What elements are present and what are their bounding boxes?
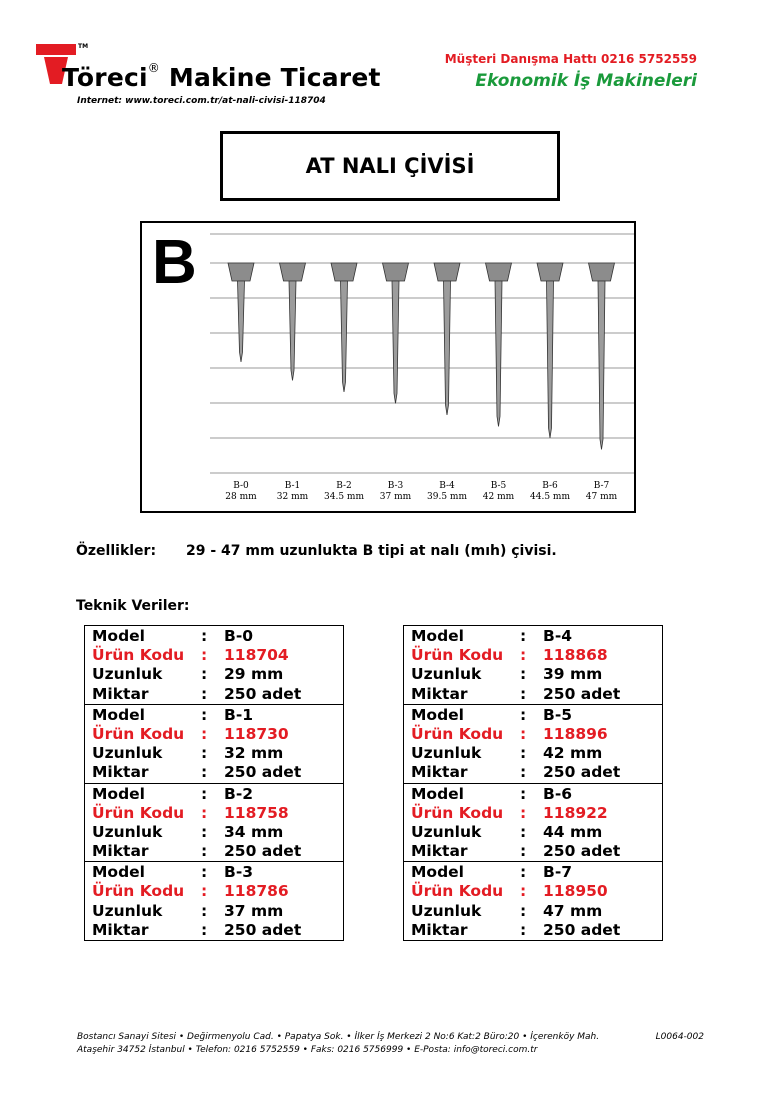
- spec-separator: :: [201, 705, 208, 724]
- nail-size-label: 32 mm: [276, 492, 309, 502]
- spec-separator: :: [520, 705, 527, 724]
- brand-suffix: Makine Ticaret: [159, 63, 381, 92]
- spec-value: 250 adet: [543, 684, 621, 703]
- spec-separator: :: [201, 724, 208, 743]
- spec-separator: :: [201, 803, 208, 822]
- page-title: AT NALI ÇİVİSİ: [220, 131, 560, 201]
- spec-block: [85, 704, 343, 783]
- spec-row-model: [85, 785, 343, 804]
- spec-separator: :: [201, 684, 208, 703]
- spec-key: Model: [92, 705, 145, 724]
- spec-separator: :: [201, 901, 208, 920]
- spec-key: Uzunluk: [411, 901, 482, 920]
- spec-separator: :: [520, 744, 527, 763]
- nail-label: B-1: [284, 481, 301, 491]
- spec-separator: :: [520, 863, 527, 882]
- spec-row-length: [404, 823, 662, 842]
- spec-value: 250 adet: [543, 842, 621, 861]
- spec-key: Uzunluk: [411, 665, 482, 684]
- nail-size-label: 42 mm: [482, 492, 515, 502]
- spec-separator: :: [201, 822, 208, 841]
- spec-value: 118730: [224, 724, 289, 743]
- spec-row-qty: [85, 842, 343, 861]
- spec-row-code: [404, 804, 662, 823]
- spec-block: [85, 861, 343, 940]
- spec-value: B-0: [224, 627, 254, 645]
- spec-key: Uzunluk: [92, 901, 163, 920]
- nail-label: B-0: [233, 481, 249, 491]
- customer-hotline: Müşteri Danışma Hattı 0216 5752559: [444, 52, 697, 66]
- spec-key: Uzunluk: [92, 744, 163, 763]
- spec-value: 32 mm: [224, 744, 284, 763]
- spec-key: Uzunluk: [92, 822, 163, 841]
- nail-size-label: 28 mm: [225, 492, 257, 502]
- spec-separator: :: [520, 684, 527, 703]
- nail-label: B-4: [439, 481, 455, 491]
- spec-block: [85, 626, 343, 704]
- spec-separator: :: [201, 882, 208, 901]
- spec-key: Model: [92, 627, 145, 645]
- spec-value: B-2: [224, 784, 254, 803]
- spec-separator: :: [201, 863, 208, 882]
- spec-key: Ürün Kodu: [92, 882, 185, 901]
- spec-row-code: [404, 646, 662, 665]
- spec-row-length: [404, 744, 662, 763]
- spec-value: B-5: [543, 705, 573, 724]
- spec-separator: :: [520, 920, 527, 939]
- spec-value: B-7: [543, 863, 573, 882]
- spec-separator: :: [201, 784, 208, 803]
- spec-key: Uzunluk: [411, 822, 482, 841]
- trademark-mark: TM: [78, 43, 89, 50]
- nail-size-label: 34.5 mm: [324, 492, 364, 502]
- spec-table-left: [84, 625, 344, 941]
- spec-value: 118704: [224, 646, 289, 665]
- spec-value: 250 adet: [543, 763, 621, 782]
- spec-value: B-1: [224, 705, 254, 724]
- nail-label: B-2: [336, 481, 352, 491]
- spec-block: [404, 626, 662, 704]
- spec-separator: :: [201, 646, 208, 665]
- spec-key: Miktar: [411, 842, 468, 861]
- spec-key: Miktar: [92, 763, 149, 782]
- spec-row-length: [404, 902, 662, 921]
- spec-separator: :: [201, 920, 208, 939]
- spec-value: 250 adet: [224, 920, 302, 939]
- spec-separator: :: [201, 842, 208, 861]
- spec-separator: :: [201, 763, 208, 782]
- spec-row-code: [404, 725, 662, 744]
- nail-label: B-7: [593, 481, 610, 491]
- spec-row-length: [85, 902, 343, 921]
- footer-address: [77, 1031, 707, 1057]
- spec-value: 47 mm: [543, 901, 603, 920]
- spec-value: 118786: [224, 882, 289, 901]
- spec-separator: :: [520, 784, 527, 803]
- spec-row-model: [85, 706, 343, 725]
- spec-value: 39 mm: [543, 665, 603, 684]
- spec-row-qty: [404, 685, 662, 704]
- spec-key: Ürün Kodu: [411, 882, 504, 901]
- spec-row-length: [85, 744, 343, 763]
- spec-key: Miktar: [411, 920, 468, 939]
- spec-value: 250 adet: [224, 842, 302, 861]
- spec-separator: :: [520, 646, 527, 665]
- spec-value: 118896: [543, 724, 608, 743]
- spec-key: Ürün Kodu: [92, 803, 185, 822]
- spec-row-model: [85, 863, 343, 882]
- spec-value: B-3: [224, 863, 254, 882]
- spec-key: Ürün Kodu: [411, 646, 504, 665]
- spec-key: Model: [411, 705, 464, 724]
- spec-key: Miktar: [411, 763, 468, 782]
- spec-block: [404, 783, 662, 862]
- spec-row-qty: [404, 763, 662, 782]
- nail-size-label: 47 mm: [585, 492, 618, 502]
- spec-row-code: [404, 882, 662, 901]
- spec-row-model: [404, 863, 662, 882]
- nail-size-label: 44.5 mm: [530, 492, 570, 502]
- brand-title: [62, 63, 381, 92]
- spec-separator: :: [520, 822, 527, 841]
- spec-value: 250 adet: [224, 684, 302, 703]
- spec-row-model: [404, 706, 662, 725]
- spec-row-model: [404, 785, 662, 804]
- registered-mark: ®: [147, 61, 160, 75]
- spec-row-model: [404, 627, 662, 646]
- spec-value: 250 adet: [543, 920, 621, 939]
- product-figure: [140, 221, 636, 513]
- spec-block: [85, 783, 343, 862]
- spec-key: Miktar: [92, 684, 149, 703]
- spec-value: 118758: [224, 803, 289, 822]
- spec-separator: :: [520, 724, 527, 743]
- spec-row-qty: [85, 921, 343, 940]
- spec-key: Model: [411, 863, 464, 882]
- spec-key: Miktar: [411, 684, 468, 703]
- spec-value: 29 mm: [224, 665, 284, 684]
- spec-key: Model: [92, 863, 145, 882]
- spec-row-code: [85, 804, 343, 823]
- spec-value: 250 adet: [224, 763, 302, 782]
- spec-key: Ürün Kodu: [411, 724, 504, 743]
- spec-key: Miktar: [92, 920, 149, 939]
- spec-key: Model: [92, 784, 145, 803]
- spec-value: 34 mm: [224, 822, 284, 841]
- spec-value: 118950: [543, 882, 608, 901]
- spec-key: Model: [411, 627, 464, 645]
- website-url[interactable]: Internet: www.toreci.com.tr/at-nali-civisi-118704: [77, 96, 326, 106]
- figure-letter: B: [152, 228, 197, 297]
- brand-name: Töreci: [62, 63, 148, 92]
- spec-row-qty: [85, 685, 343, 704]
- spec-row-code: [85, 882, 343, 901]
- spec-value: B-6: [543, 784, 573, 803]
- nail-label: B-6: [542, 481, 558, 491]
- spec-key: Uzunluk: [411, 744, 482, 763]
- spec-key: Miktar: [92, 842, 149, 861]
- spec-block: [404, 861, 662, 940]
- nail-size-label: 37 mm: [379, 492, 412, 502]
- footer-line-2: Ataşehir 34752 İstanbul • Telefon: 0216 5752559 • Faks: 0216 5756999 • E-Posta: info@toreci.com.tr: [77, 1045, 538, 1055]
- spec-separator: :: [520, 882, 527, 901]
- spec-row-code: [85, 725, 343, 744]
- spec-key: Model: [411, 784, 464, 803]
- spec-separator: :: [520, 803, 527, 822]
- spec-separator: :: [201, 627, 208, 645]
- spec-value: 42 mm: [543, 744, 603, 763]
- footer-line-1: Bostancı Sanayi Sitesi • Değirmenyolu Cad. • Papatya Sok. • İlker İş Merkezi 2 No:6 Kat:2 Büro:20 • İçerenköy Mah.: [77, 1032, 600, 1042]
- spec-key: Ürün Kodu: [92, 646, 185, 665]
- spec-separator: :: [520, 842, 527, 861]
- spec-separator: :: [520, 665, 527, 684]
- spec-table-right: [403, 625, 663, 941]
- spec-separator: :: [201, 665, 208, 684]
- spec-value: 118868: [543, 646, 608, 665]
- spec-row-length: [85, 823, 343, 842]
- spec-row-qty: [404, 842, 662, 861]
- spec-value: 118922: [543, 803, 608, 822]
- spec-row-model: [85, 627, 343, 646]
- spec-value: 44 mm: [543, 822, 603, 841]
- spec-row-code: [85, 646, 343, 665]
- spec-key: Uzunluk: [92, 665, 163, 684]
- spec-key: Ürün Kodu: [411, 803, 504, 822]
- features-text: 29 - 47 mm uzunlukta B tipi at nalı (mıh) çivisi.: [186, 543, 557, 559]
- spec-value: B-4: [543, 627, 573, 645]
- spec-key: Ürün Kodu: [92, 724, 185, 743]
- nail-label: B-3: [387, 481, 404, 491]
- spec-separator: :: [201, 744, 208, 763]
- spec-value: 37 mm: [224, 901, 284, 920]
- nail-label: B-5: [490, 481, 507, 491]
- spec-separator: :: [520, 763, 527, 782]
- spec-row-qty: [85, 763, 343, 782]
- nail-size-label: 39.5 mm: [427, 492, 467, 502]
- spec-row-length: [85, 665, 343, 684]
- spec-separator: :: [520, 627, 527, 645]
- document-code: L0064-002: [655, 1032, 704, 1042]
- technical-data-title: Teknik Veriler:: [76, 598, 190, 614]
- features-label: Özellikler:: [76, 543, 157, 559]
- spec-row-length: [404, 665, 662, 684]
- company-slogan: Ekonomik İş Makineleri: [475, 71, 697, 91]
- spec-row-qty: [404, 921, 662, 940]
- spec-separator: :: [520, 901, 527, 920]
- spec-block: [404, 704, 662, 783]
- features-line: [76, 543, 557, 559]
